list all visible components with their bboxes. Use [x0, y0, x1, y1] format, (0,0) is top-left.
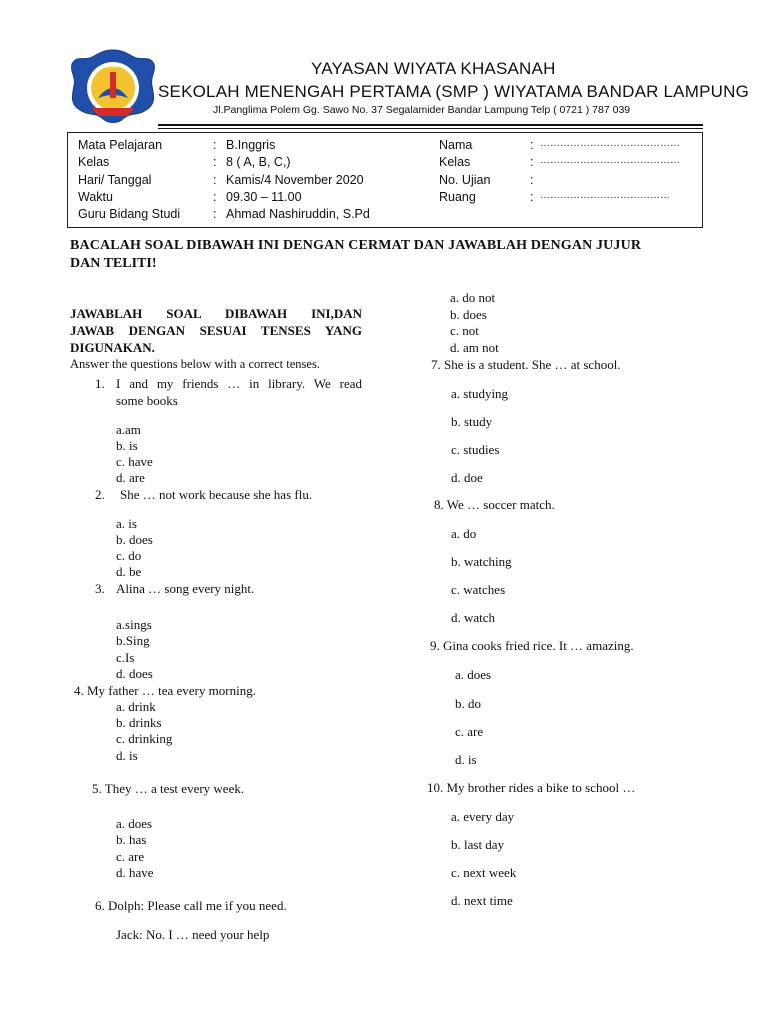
answer-option: a. do: [451, 526, 477, 541]
instruction-line-1: BACALAH SOAL DIBAWAH INI DENGAN CERMAT DAN JAWABLAH DENGAN JUJUR: [70, 238, 642, 253]
school-address: Jl.Panglima Polem Gg. Sawo No. 37 Segalamider Bandar Lampung Telp ( 0721 ) 787 039: [213, 104, 631, 116]
question-text: 9. Gina cooks fried rice. It … amazing.: [430, 638, 634, 653]
section-heading-line-3: DIGUNAKAN.: [70, 340, 155, 355]
info-sep: :: [213, 155, 217, 169]
answer-option: b. drinks: [116, 715, 162, 730]
answer-option: d. is: [116, 748, 138, 763]
answer-option: a. do not: [450, 290, 496, 305]
answer-option: c. drinking: [116, 731, 173, 746]
info-value: B.Inggris: [226, 138, 276, 152]
info-sep: :: [530, 190, 534, 204]
answer-option: b. study: [451, 414, 493, 429]
answer-option: b. has: [116, 832, 147, 847]
info-label: Kelas: [439, 155, 471, 169]
info-label: Waktu: [78, 190, 113, 204]
header-divider-thin: [158, 128, 703, 129]
logo-lettering: SMP: [105, 63, 121, 70]
answer-option: a. every day: [451, 809, 515, 824]
question-text: 6. Dolph: Please call me if you need.: [95, 898, 287, 913]
info-blank: ……………………………………: [540, 155, 680, 166]
answer-option: c. next week: [451, 865, 517, 880]
info-sep: :: [213, 207, 217, 221]
answer-option: c. do: [116, 548, 142, 563]
question-text: She … not work because she has flu.: [120, 487, 313, 502]
foundation-name: YAYASAN WIYATA KHASANAH: [311, 59, 556, 78]
answer-option: a. does: [455, 667, 492, 682]
answer-option: d. does: [116, 666, 153, 681]
info-label: Guru Bidang Studi: [78, 207, 181, 221]
question-text-cont: Jack: No. I … need your help: [116, 927, 270, 942]
header-divider: [158, 124, 703, 126]
info-blank: …………………………………: [540, 190, 670, 201]
answer-option: c.Is: [116, 650, 135, 665]
question-text-cont: some books: [116, 393, 178, 408]
school-logo: [70, 48, 156, 126]
section-heading-line-1: JAWABLAH SOAL DIBAWAH INI,DAN: [70, 306, 362, 321]
info-sep: :: [530, 155, 534, 169]
info-sep: :: [530, 173, 534, 187]
question-text: Alina … song every night.: [116, 581, 255, 596]
answer-option: d. is: [455, 752, 477, 767]
answer-option: b. last day: [451, 837, 505, 852]
question-number: 2.: [95, 487, 105, 502]
answer-option: a. does: [116, 816, 153, 831]
answer-option: b. watching: [451, 554, 512, 569]
question-number: 3.: [95, 581, 105, 596]
info-value: 09.30 – 11.00: [226, 190, 302, 204]
question-text: 8. We … soccer match.: [434, 497, 555, 512]
question-text: 7. She is a student. She … at school.: [431, 357, 621, 372]
info-sep: :: [530, 138, 534, 152]
info-value: Ahmad Nashiruddin, S.Pd: [226, 207, 370, 221]
info-label: No. Ujian: [439, 173, 491, 187]
info-label: Ruang: [439, 190, 476, 204]
instruction-line-2: DAN TELITI!: [70, 256, 157, 271]
answer-option: a. studying: [451, 386, 509, 401]
answer-option: c. are: [116, 849, 145, 864]
question-text: 10. My brother rides a bike to school …: [427, 780, 636, 795]
section-subtitle: Answer the questions below with a correct tenses.: [70, 357, 320, 371]
answer-option: b. does: [116, 532, 153, 547]
answer-option: c. not: [450, 323, 479, 338]
answer-option: c. studies: [451, 442, 500, 457]
info-sep: :: [213, 173, 217, 187]
answer-option: a. drink: [116, 699, 156, 714]
answer-option: c. are: [455, 724, 484, 739]
school-name: SEKOLAH MENENGAH PERTAMA (SMP ) WIYATAMA BANDAR LAMPUNG: [158, 82, 749, 101]
answer-option: c. have: [116, 454, 153, 469]
question-number: 1.: [95, 376, 105, 391]
answer-option: a.am: [116, 422, 141, 437]
section-heading-line-2: JAWAB DENGAN SESUAI TENSES YANG: [70, 323, 362, 338]
answer-option: d. doe: [451, 470, 483, 485]
answer-option: b. does: [450, 307, 487, 322]
question-text: 5. They … a test every week.: [92, 781, 245, 796]
answer-option: a. is: [116, 516, 137, 531]
answer-option: b.Sing: [116, 633, 150, 648]
question-text: 4. My father … tea every morning.: [74, 683, 256, 698]
info-value: 8 ( A, B, C,): [226, 155, 291, 169]
answer-option: d. next time: [451, 893, 513, 908]
info-label: Nama: [439, 138, 473, 152]
info-sep: :: [213, 138, 217, 152]
answer-option: b. is: [116, 438, 138, 453]
answer-option: d. am not: [450, 340, 499, 355]
answer-option: d. are: [116, 470, 145, 485]
info-value: Kamis/4 November 2020: [226, 173, 364, 187]
answer-option: a.sings: [116, 617, 152, 632]
info-label: Kelas: [78, 155, 110, 169]
answer-option: d. watch: [451, 610, 496, 625]
info-sep: :: [213, 190, 217, 204]
answer-option: d. be: [116, 564, 142, 579]
answer-option: b. do: [455, 696, 481, 711]
answer-option: d. have: [116, 865, 154, 880]
info-blank: ……………………………………: [540, 138, 680, 149]
question-text: I and my friends … in library. We read: [116, 376, 362, 391]
answer-option: c. watches: [451, 582, 506, 597]
info-label: Mata Pelajaran: [78, 138, 163, 152]
info-label: Hari/ Tanggal: [78, 173, 152, 187]
